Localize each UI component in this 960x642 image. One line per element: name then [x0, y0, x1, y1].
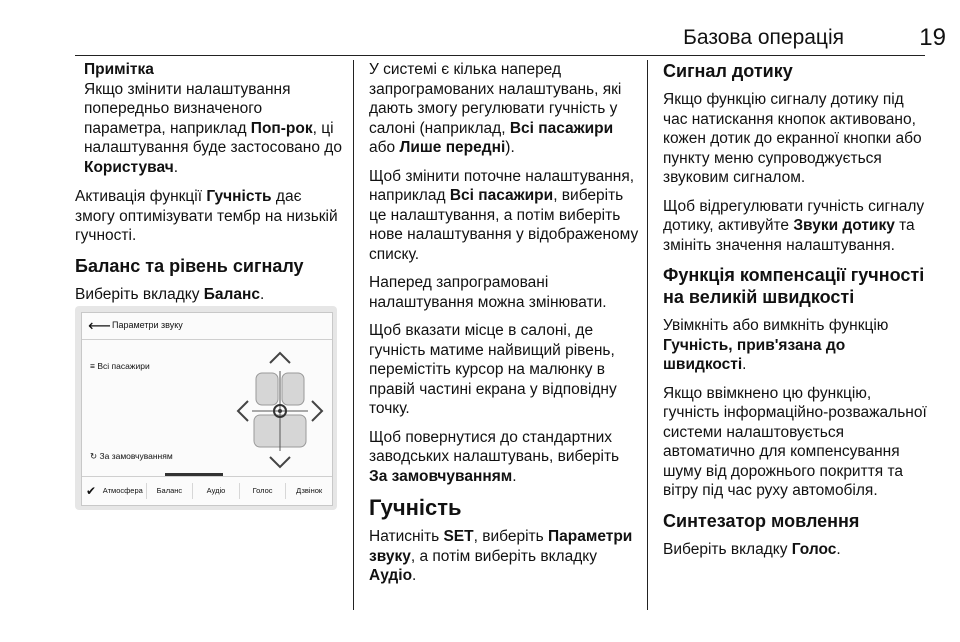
heading-touch-signal: Сигнал дотику: [663, 61, 793, 81]
note-block: [75, 60, 345, 177]
screen-item-all-label: Всі пасажири: [97, 361, 150, 371]
presets-paragraph: [369, 60, 639, 158]
note-text: [84, 80, 345, 178]
p2-bold: Баланс: [203, 285, 260, 303]
heading-speech-synth: Синтезатор мовлення: [663, 510, 860, 531]
screen-tab: Аудіо: [192, 483, 239, 499]
arrow-left-icon: [238, 401, 248, 421]
presets-editable-paragraph: Наперед запрограмовані налаштування можна змінювати.: [369, 274, 607, 311]
c2-p6-text-3: , а потім виберіть вкладку: [410, 547, 597, 565]
c2-p6-bold-2: Параметри звуку: [369, 528, 633, 565]
speed-description-paragraph: Якщо ввімкнено цю функцію, гучність інформаційно-розважальної системи налаштовується автоматично для компенсування шуму від дорожнього покриття та вітру під час руху автомобіля.: [663, 384, 927, 499]
header-rule: [75, 55, 925, 56]
c2-p6-bold-3: Аудіо: [369, 567, 413, 584]
c3-p3-text-1: Увімкніть або вимкніть функцію: [663, 317, 889, 334]
speech-paragraph: [663, 540, 928, 560]
screen-tab: Дзвінок: [285, 483, 332, 499]
screen-tab: Атмосфера: [102, 486, 143, 495]
speed-toggle-paragraph: [663, 316, 928, 375]
c3-p2-text-2: та змініть значення налаштування.: [663, 217, 915, 254]
c3-p3-bold: Гучність, прив'язана до швидкості: [663, 336, 846, 373]
p2-text-2: .: [260, 285, 265, 303]
touch-volume-paragraph: [663, 197, 928, 256]
change-setting-paragraph: [369, 167, 639, 265]
list-icon: ≡: [90, 361, 98, 371]
c3-p5-text-2: .: [836, 540, 841, 558]
touch-signal-paragraph: Якщо функцію сигналу дотику під час натискання кнопок активовано, кожен дотик до екранної кнопки або пункту меню супроводжується звуковим сигналом.: [663, 91, 922, 186]
arrow-right-icon: [312, 401, 322, 421]
screen-tab: Баланс: [146, 483, 193, 499]
c2-p6-bold-1: SET: [443, 528, 474, 545]
c2-p6-text-4: .: [412, 567, 417, 584]
note-text-3: .: [173, 158, 179, 176]
c2-p1-bold-2: Лише передні: [399, 139, 506, 156]
column-1: [75, 60, 345, 313]
sound-settings-screenshot: [75, 306, 337, 510]
c2-p1-text-2: або: [369, 139, 400, 156]
page-number: 19: [919, 24, 946, 51]
seat-front-right: [282, 373, 304, 405]
c2-p5-bold: За замовчуванням: [369, 467, 513, 485]
screen-item-default-label: За замовчуванням: [99, 451, 173, 461]
column-divider-1: [353, 60, 354, 610]
screen-tab: Голос: [239, 483, 286, 499]
c2-p5-text-2: .: [512, 467, 517, 485]
column-divider-2: [647, 60, 648, 610]
screen-tabbar: [82, 476, 332, 505]
c2-p6-text-2: , виберіть: [473, 528, 548, 545]
c2-p5-text-1: Щоб повернутися до стандартних заводських налаштувань, виберіть: [369, 428, 620, 465]
note-bold-1: Поп-рок: [250, 119, 313, 137]
note-text-2: , ці налаштування буде застосовано до: [84, 119, 342, 156]
cursor-paragraph: Щоб вказати місце в салоні, де гучність матиме найвищий рівень, перемістіть курсор на малюнку в правій частині екрана у відповідну точку.: [369, 322, 617, 417]
volume-paragraph: [369, 527, 639, 586]
p1-text-2: дає змогу оптимізувати тембр на низькій гучності.: [75, 188, 338, 244]
arrow-up-icon: [270, 353, 290, 363]
heading-volume: Гучність: [369, 495, 462, 520]
heading-speed-compensation: Функція компенсації гучності на великій швидкості: [663, 265, 925, 307]
note-text-1: Якщо змінити налаштування попередньо визначеного параметра, наприклад: [84, 80, 291, 137]
c2-p2-text-2: , виберіть це налаштування, а потім виберіть нове налаштування у відображеному списку.: [369, 187, 639, 263]
screen-item-all-passengers: [90, 361, 150, 371]
seat-balance-diagram: [232, 349, 328, 471]
column-2: [369, 60, 639, 595]
heading-balance: Баланс та рівень сигналу: [75, 255, 304, 276]
seat-front-left: [256, 373, 278, 405]
c2-p1-text-3: ).: [505, 139, 515, 156]
p2-text-1: Виберіть вкладку: [75, 285, 204, 303]
c2-p2-bold: Всі пасажири: [449, 187, 554, 204]
note-title: Примітка: [84, 61, 154, 78]
c3-p3-text-2: .: [742, 356, 747, 373]
screen-title: Параметри звуку: [112, 320, 183, 330]
volume-intro-paragraph: [75, 187, 345, 246]
screen-topbar: [82, 313, 332, 340]
check-icon: ✔: [85, 484, 97, 498]
header-title: Базова операція: [683, 26, 844, 49]
c2-p1-text-1: У системі є кілька наперед запрограмованих налаштувань, які дають змогу регулювати гучність у салоні (наприклад,: [369, 61, 622, 137]
p1-text-1: Активація функції: [75, 188, 207, 205]
c2-p6-text-1: Натисніть: [369, 528, 444, 545]
screen-inner: [81, 312, 333, 506]
c2-p2-text-1: Щоб змінити поточне налаштування, наприклад: [369, 167, 635, 204]
screen-item-default: [90, 451, 173, 462]
c3-p5-text-1: Виберіть вкладку: [663, 540, 792, 558]
c3-p2-text-1: Щоб відрегулювати гучність сигналу дотику, активуйте: [663, 197, 925, 234]
note-bold-2: Користувач: [84, 158, 174, 176]
c3-p2-bold: Звуки дотику: [793, 217, 895, 234]
balance-paragraph: [75, 285, 345, 305]
column-3: [663, 60, 928, 568]
arrow-down-icon: [270, 457, 290, 467]
reset-icon: ↻: [90, 451, 100, 461]
balance-cursor-dot: [278, 409, 282, 413]
back-arrow-icon: ⟵: [88, 318, 111, 335]
p1-bold: Гучність: [206, 188, 272, 205]
c2-p1-bold-1: Всі пасажири: [509, 119, 614, 137]
defaults-paragraph: [369, 428, 639, 487]
c3-p5-bold: Голос: [791, 540, 837, 558]
